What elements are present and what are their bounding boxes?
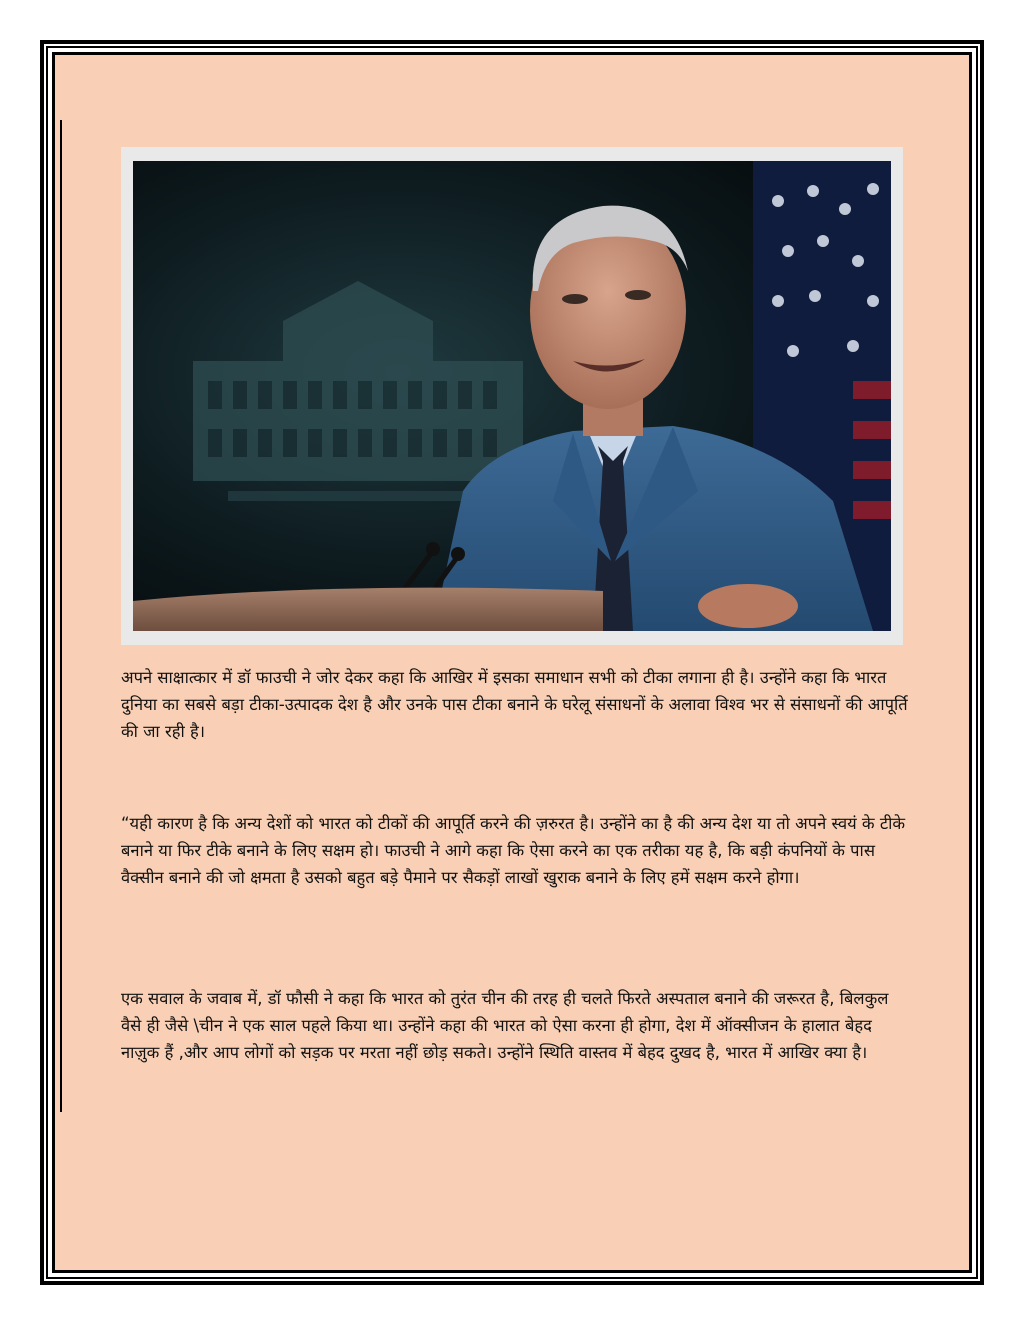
article-photo (121, 147, 903, 645)
left-margin-rule (60, 120, 62, 1112)
article-paragraph-3: एक सवाल के जवाब में, डॉ फौसी ने कहा कि भारत को तुरंत चीन की तरह ही चलते फिरते अस्पताल बनाने की जरूरत है, बिलकुल वैसे ही जैसे \चीन ने एक साल पहले किया था। उन्होंने कहा की भारत को ऐसा करना ही होगा, देश में ऑक्सीजन के हालात बेहद नाज़ुक हैं ,और आप लोगों को सड़क पर मरता नहीं छोड़ सकते। उन्होंने स्थिति वास्तव में बेहद दुखद है, भारत में आखिर क्या है। (121, 989, 889, 1062)
article-paragraph-2: “यही कारण है कि अन्य देशों को भारत को टीकों की आपूर्ति करने की ज़रुरत है। उन्होंने का है की अन्य देश या तो अपने स्वयं के टीके बनाने या फिर टीके बनाने के लिए सक्षम हो। फाउची ने आगे कहा कि ऐसा करने का एक तरीका यह है, कि बड़ी कंपनियों के पास वैक्सीन बनाने की जो क्षमता है उसको बहुत बड़े पैमाने पर सैकड़ों लाखों खुराक बनाने के लिए हमें सक्षम करने होगा। (121, 814, 906, 887)
article-paragraph-1: अपने साक्षात्कार में डॉ फाउची ने जोर देकर कहा कि आखिर में इसका समाधान सभी को टीका लगाना ही है। उन्होंने कहा कि भारत दुनिया का सबसे बड़ा टीका-उत्पादक देश है और उनके पास टीका बनाने के घरेलू संसाधनों के अलावा विश्व भर से संसाधनों की आपूर्ति की जा रही है। (121, 668, 908, 741)
press-briefing-photo (133, 161, 891, 631)
